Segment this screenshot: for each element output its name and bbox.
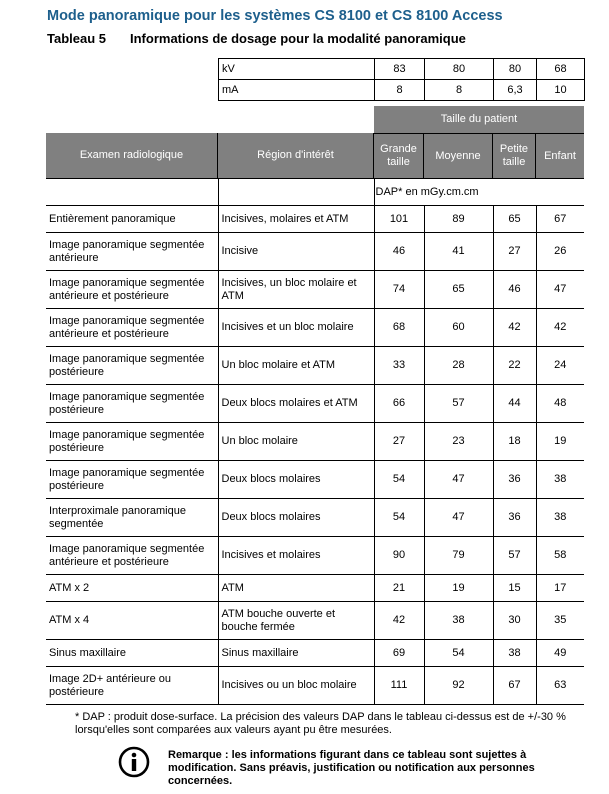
table-row	[46, 347, 584, 385]
size-column-header: Grande taille	[374, 133, 424, 178]
exam-cell: Image panoramique segmentée antérieure et postérieure	[46, 537, 218, 575]
dap-value-cell: 49	[536, 640, 584, 667]
region-cell: Deux blocs molaires	[218, 461, 374, 499]
dap-value-cell: 27	[374, 423, 424, 461]
dap-value-cell: 67	[493, 667, 536, 705]
dap-value-cell: 22	[493, 347, 536, 385]
region-cell: Incisives, un bloc molaire et ATM	[218, 271, 374, 309]
table-row	[46, 575, 584, 602]
dap-value-cell: 38	[424, 602, 493, 640]
dap-value-cell: 57	[424, 385, 493, 423]
footnote: * DAP : produit dose-surface. La précision des valeurs DAP dans le tableau ci-dessus est de +/-30 % lorsqu'elles sont comparées aux valeurs ayant pu être mesurées.	[75, 711, 566, 736]
dap-value-cell: 74	[374, 271, 424, 309]
dap-value-cell: 19	[424, 575, 493, 602]
settings-row-ma	[219, 80, 585, 101]
dap-value-cell: 46	[493, 271, 536, 309]
dap-value-cell: 21	[374, 575, 424, 602]
table-row	[46, 206, 584, 233]
table-row	[46, 602, 584, 640]
region-cell: Incisives et un bloc molaire	[218, 309, 374, 347]
settings-value: 80	[494, 59, 537, 80]
dap-value-cell: 57	[493, 537, 536, 575]
settings-value: 10	[537, 80, 585, 101]
dap-value-cell: 19	[536, 423, 584, 461]
table-row	[46, 667, 584, 705]
settings-value: 80	[425, 59, 494, 80]
exam-cell: Image panoramique segmentée postérieure	[46, 423, 218, 461]
settings-value: 6,3	[494, 80, 537, 101]
dap-value-cell: 47	[424, 461, 493, 499]
dap-value-cell: 17	[536, 575, 584, 602]
dap-value-cell: 38	[493, 640, 536, 667]
dap-value-cell: 65	[424, 271, 493, 309]
settings-value: 68	[537, 59, 585, 80]
table-row	[46, 423, 584, 461]
dap-value-cell: 92	[424, 667, 493, 705]
dap-value-cell: 24	[536, 347, 584, 385]
table-row	[46, 499, 584, 537]
dap-value-cell: 66	[374, 385, 424, 423]
section-title: Mode panoramique pour les systèmes CS 8100 et CS 8100 Access	[47, 8, 503, 24]
info-icon	[118, 746, 150, 778]
dap-value-cell: 38	[536, 499, 584, 537]
region-cell: Incisive	[218, 233, 374, 271]
dap-value-cell: 42	[536, 309, 584, 347]
exam-cell: Sinus maxillaire	[46, 640, 218, 667]
dap-value-cell: 58	[536, 537, 584, 575]
settings-value: 8	[375, 80, 425, 101]
exam-cell: Image panoramique segmentée postérieure	[46, 461, 218, 499]
table-number: Tableau 5	[47, 31, 107, 46]
size-column-header: Enfant	[536, 133, 584, 178]
region-cell: ATM	[218, 575, 374, 602]
region-cell: Sinus maxillaire	[218, 640, 374, 667]
dap-value-cell: 18	[493, 423, 536, 461]
dap-value-cell: 54	[374, 499, 424, 537]
dap-value-cell: 111	[374, 667, 424, 705]
dap-value-cell: 33	[374, 347, 424, 385]
exam-column-header: Examen radiologique	[46, 133, 218, 178]
size-column-header: Petite taille	[493, 133, 536, 178]
dap-value-cell: 38	[536, 461, 584, 499]
table-row	[46, 385, 584, 423]
dap-value-cell: 28	[424, 347, 493, 385]
dap-unit-label: DAP* en mGy.cm.cm	[374, 179, 584, 206]
region-cell: Un bloc molaire et ATM	[218, 347, 374, 385]
settings-row-kv	[219, 59, 585, 80]
dap-value-cell: 67	[536, 206, 584, 233]
dap-value-cell: 60	[424, 309, 493, 347]
dap-value-cell: 35	[536, 602, 584, 640]
dap-value-cell: 36	[493, 499, 536, 537]
dap-value-cell: 41	[424, 233, 493, 271]
settings-value: 83	[375, 59, 425, 80]
dap-value-cell: 26	[536, 233, 584, 271]
region-column-header: Région d'intérêt	[218, 133, 374, 178]
exam-cell: Image panoramique segmentée antérieure	[46, 233, 218, 271]
table-row	[46, 640, 584, 667]
unit-row	[46, 179, 584, 206]
table-row	[46, 461, 584, 499]
region-cell: Incisives et molaires	[218, 537, 374, 575]
exam-cell: Image 2D+ antérieure ou postérieure	[46, 667, 218, 705]
region-cell: Deux blocs molaires et ATM	[218, 385, 374, 423]
region-cell: Incisives ou un bloc molaire	[218, 667, 374, 705]
table-row	[46, 233, 584, 271]
exam-cell: ATM x 4	[46, 602, 218, 640]
dose-table	[46, 178, 584, 705]
dap-value-cell: 47	[424, 499, 493, 537]
size-column-header: Moyenne	[424, 133, 493, 178]
dap-value-cell: 46	[374, 233, 424, 271]
table-row	[46, 309, 584, 347]
patient-size-header: Taille du patient	[374, 106, 584, 133]
dap-value-cell: 44	[493, 385, 536, 423]
dap-value-cell: 15	[493, 575, 536, 602]
exam-cell: Image panoramique segmentée antérieure et postérieure	[46, 309, 218, 347]
region-cell: Deux blocs molaires	[218, 499, 374, 537]
dap-value-cell: 42	[493, 309, 536, 347]
exam-cell: Image panoramique segmentée postérieure	[46, 347, 218, 385]
region-cell: ATM bouche ouverte et bouche fermée	[218, 602, 374, 640]
table-caption	[47, 31, 466, 46]
exam-cell: Entièrement panoramique	[46, 206, 218, 233]
dap-value-cell: 69	[374, 640, 424, 667]
region-cell: Un bloc molaire	[218, 423, 374, 461]
dap-value-cell: 79	[424, 537, 493, 575]
dap-value-cell: 30	[493, 602, 536, 640]
settings-label: mA	[219, 80, 375, 101]
table-title: Informations de dosage pour la modalité panoramique	[130, 31, 466, 46]
exam-cell: Image panoramique segmentée postérieure	[46, 385, 218, 423]
dap-value-cell: 54	[374, 461, 424, 499]
dap-value-cell: 63	[536, 667, 584, 705]
settings-value: 8	[425, 80, 494, 101]
dap-value-cell: 90	[374, 537, 424, 575]
dap-value-cell: 47	[536, 271, 584, 309]
dap-value-cell: 36	[493, 461, 536, 499]
dap-value-cell: 54	[424, 640, 493, 667]
region-cell: Incisives, molaires et ATM	[218, 206, 374, 233]
dap-value-cell: 42	[374, 602, 424, 640]
dap-value-cell: 68	[374, 309, 424, 347]
dap-value-cell: 65	[493, 206, 536, 233]
exam-cell: ATM x 2	[46, 575, 218, 602]
dap-value-cell: 89	[424, 206, 493, 233]
dap-value-cell: 101	[374, 206, 424, 233]
note-text: Remarque : les informations figurant dans ce tableau sont sujettes à modification. Sans préavis, justification ou notification aux personnes concernées.	[168, 749, 535, 787]
exam-cell: Interproximale panoramique segmentée	[46, 499, 218, 537]
dap-value-cell: 27	[493, 233, 536, 271]
settings-label: kV	[219, 59, 375, 80]
table-row	[46, 271, 584, 309]
exam-cell: Image panoramique segmentée antérieure et postérieure	[46, 271, 218, 309]
table-row	[46, 537, 584, 575]
dap-value-cell: 23	[424, 423, 493, 461]
settings-table	[218, 58, 585, 101]
dap-value-cell: 48	[536, 385, 584, 423]
